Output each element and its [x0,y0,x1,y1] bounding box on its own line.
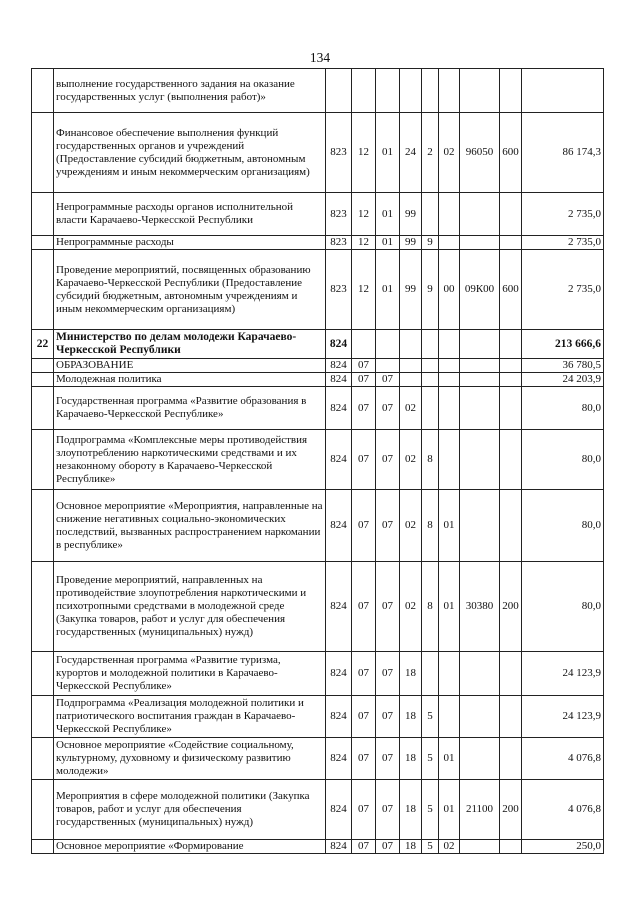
activity-code: 01 [439,562,460,652]
subsection-code: 07 [376,387,400,430]
row-number [32,696,54,738]
direction-code [460,696,500,738]
expense-type-code [500,359,522,373]
amount: 80,0 [522,490,604,562]
row-number [32,236,54,250]
row-number [32,69,54,113]
subprogram-code [422,359,439,373]
program-code [400,373,422,387]
table-row [32,236,604,250]
row-number [32,193,54,236]
amount: 2 735,0 [522,250,604,330]
ministry-code: 824 [326,490,352,562]
amount: 24 123,9 [522,696,604,738]
subsection-code: 07 [376,373,400,387]
ministry-code: 824 [326,387,352,430]
direction-code [460,490,500,562]
ministry-code: 824 [326,359,352,373]
amount: 24 203,9 [522,373,604,387]
row-number [32,250,54,330]
activity-code: 00 [439,250,460,330]
subsection-code [376,69,400,113]
table-row [32,652,604,696]
row-number: 22 [32,330,54,359]
row-name: Государственная программа «Развитие туризма, курортов и молодежной политики в Карачаево-Черкесской Республике» [54,652,326,696]
ministry-code [326,69,352,113]
ministry-code: 824 [326,430,352,490]
table-row [32,373,604,387]
direction-code [460,69,500,113]
expense-type-code [500,696,522,738]
row-name: Непрограммные расходы [54,236,326,250]
activity-code: 01 [439,780,460,840]
direction-code [460,387,500,430]
table-row [32,69,604,113]
table-row [32,780,604,840]
ministry-code: 824 [326,373,352,387]
subprogram-code: 9 [422,250,439,330]
section-code: 12 [352,113,376,193]
direction-code [460,430,500,490]
amount: 80,0 [522,387,604,430]
program-code: 02 [400,562,422,652]
direction-code [460,236,500,250]
subsection-code: 01 [376,250,400,330]
row-number [32,430,54,490]
table-row [32,359,604,373]
table-row [32,250,604,330]
row-name: Государственная программа «Развитие образования в Карачаево-Черкесской Республике» [54,387,326,430]
ministry-code: 823 [326,250,352,330]
direction-code [460,359,500,373]
table-row [32,387,604,430]
table-row [32,330,604,359]
amount: 24 123,9 [522,652,604,696]
row-number [32,780,54,840]
subsection-code: 01 [376,113,400,193]
direction-code [460,330,500,359]
row-name: Основное мероприятие «Содействие социальному, культурному, духовному и физическому развитию молодежи» [54,738,326,780]
program-code: 99 [400,250,422,330]
section-code: 07 [352,373,376,387]
activity-code [439,236,460,250]
section-code: 12 [352,193,376,236]
program-code: 18 [400,652,422,696]
activity-code [439,193,460,236]
table-row [32,696,604,738]
expense-type-code [500,330,522,359]
program-code: 02 [400,490,422,562]
subprogram-code: 8 [422,562,439,652]
subsection-code: 01 [376,193,400,236]
section-code: 07 [352,359,376,373]
activity-code [439,69,460,113]
ministry-code: 823 [326,193,352,236]
table-row [32,430,604,490]
program-code: 02 [400,387,422,430]
program-code: 18 [400,696,422,738]
row-number [32,738,54,780]
row-name: Подпрограмма «Реализация молодежной политики и патриотического воспитания граждан в Карачаево-Черкесской Республике» [54,696,326,738]
row-name: Молодежная политика [54,373,326,387]
activity-code [439,359,460,373]
subsection-code: 07 [376,738,400,780]
subprogram-code: 8 [422,490,439,562]
program-code: 18 [400,840,422,854]
section-code [352,330,376,359]
subprogram-code: 5 [422,780,439,840]
table-row [32,840,604,854]
program-code: 99 [400,193,422,236]
row-name: Мероприятия в сфере молодежной политики (Закупка товаров, работ и услуг для обеспечения государственных (муниципальных) нужд) [54,780,326,840]
amount: 250,0 [522,840,604,854]
ministry-code: 824 [326,738,352,780]
subprogram-code [422,373,439,387]
subsection-code: 07 [376,652,400,696]
ministry-code: 824 [326,696,352,738]
table-row [32,562,604,652]
activity-code [439,387,460,430]
expense-type-code [500,652,522,696]
direction-code: 96050 [460,113,500,193]
expense-type-code [500,69,522,113]
program-code: 99 [400,236,422,250]
direction-code [460,373,500,387]
ministry-code: 824 [326,780,352,840]
activity-code [439,652,460,696]
subsection-code: 07 [376,430,400,490]
subprogram-code [422,69,439,113]
amount: 36 780,5 [522,359,604,373]
amount: 2 735,0 [522,193,604,236]
direction-code [460,652,500,696]
expense-type-code [500,430,522,490]
subprogram-code [422,193,439,236]
amount: 80,0 [522,430,604,490]
section-code: 07 [352,562,376,652]
program-code: 24 [400,113,422,193]
row-number [32,373,54,387]
direction-code [460,193,500,236]
subprogram-code [422,652,439,696]
program-code [400,330,422,359]
row-number [32,387,54,430]
ministry-code: 824 [326,652,352,696]
subsection-code [376,330,400,359]
subprogram-code: 5 [422,696,439,738]
ministry-code: 824 [326,562,352,652]
row-name: Подпрограмма «Комплексные меры противодействия злоупотреблению наркотическими средствами и их незаконному обороту в Карачаево-Черкесской Республике» [54,430,326,490]
section-code: 07 [352,652,376,696]
expense-type-code: 200 [500,562,522,652]
activity-code [439,430,460,490]
expense-type-code [500,373,522,387]
section-code: 07 [352,738,376,780]
row-name: ОБРАЗОВАНИЕ [54,359,326,373]
row-name: Министерство по делам молодежи Карачаево-Черкесской Республики [54,330,326,359]
subsection-code: 07 [376,490,400,562]
table-row [32,490,604,562]
subsection-code [376,359,400,373]
row-number [32,652,54,696]
row-number [32,562,54,652]
table-row [32,113,604,193]
subprogram-code: 9 [422,236,439,250]
section-code: 07 [352,840,376,854]
expense-type-code: 600 [500,113,522,193]
row-name: Финансовое обеспечение выполнения функций государственных органов и учреждений (Предоставление субсидий бюджетным, автономным учреждениям и иным некоммерческим организациям) [54,113,326,193]
subsection-code: 07 [376,562,400,652]
subprogram-code [422,387,439,430]
amount: 86 174,3 [522,113,604,193]
section-code: 07 [352,490,376,562]
activity-code: 01 [439,738,460,780]
subprogram-code [422,330,439,359]
amount: 4 076,8 [522,780,604,840]
activity-code: 02 [439,840,460,854]
amount: 80,0 [522,562,604,652]
expense-type-code [500,490,522,562]
expense-type-code: 200 [500,780,522,840]
row-number [32,113,54,193]
program-code: 18 [400,738,422,780]
section-code: 07 [352,780,376,840]
direction-code [460,738,500,780]
ministry-code: 823 [326,236,352,250]
activity-code: 02 [439,113,460,193]
budget-table [31,68,604,854]
subsection-code: 07 [376,696,400,738]
section-code: 12 [352,250,376,330]
subsection-code: 07 [376,840,400,854]
page-number: 134 [309,50,331,65]
row-number [32,490,54,562]
amount: 2 735,0 [522,236,604,250]
program-code: 02 [400,430,422,490]
ministry-code: 824 [326,330,352,359]
program-code: 18 [400,780,422,840]
direction-code: 09К00 [460,250,500,330]
row-number [32,359,54,373]
activity-code: 01 [439,490,460,562]
row-name: выполнение государственного задания на оказание государственных услуг (выполнения работ)» [54,69,326,113]
subprogram-code: 8 [422,430,439,490]
row-name: Основное мероприятие «Мероприятия, направленные на снижение негативных социально-экономических последствий, вызванных распространением наркомании в республике» [54,490,326,562]
program-code [400,69,422,113]
section-code: 07 [352,696,376,738]
program-code [400,359,422,373]
subsection-code: 07 [376,780,400,840]
expense-type-code [500,738,522,780]
direction-code: 30380 [460,562,500,652]
ministry-code: 824 [326,840,352,854]
expense-type-code [500,387,522,430]
amount: 213 666,6 [522,330,604,359]
table-row [32,738,604,780]
section-code: 07 [352,430,376,490]
ministry-code: 823 [326,113,352,193]
direction-code [460,840,500,854]
activity-code [439,373,460,387]
expense-type-code: 600 [500,250,522,330]
activity-code [439,696,460,738]
subprogram-code: 5 [422,738,439,780]
table-row [32,193,604,236]
expense-type-code [500,236,522,250]
subprogram-code: 5 [422,840,439,854]
amount [522,69,604,113]
row-name: Непрограммные расходы органов исполнительной власти Карачаево-Черкесской Республики [54,193,326,236]
row-name: Проведение мероприятий, посвященных образованию Карачаево-Черкесской Республики (Предоставление субсидий бюджетным, автономным учреждениям и иным некоммерческим организациям) [54,250,326,330]
section-code: 07 [352,387,376,430]
activity-code [439,330,460,359]
subprogram-code: 2 [422,113,439,193]
row-name: Проведение мероприятий, направленных на противодействие злоупотребления наркотическими и психотропными средствами в молодежной среде (Закупка товаров, работ и услуг для обеспечения государственных (муниципальных) нужд) [54,562,326,652]
expense-type-code [500,840,522,854]
row-name: Основное мероприятие «Формирование [54,840,326,854]
section-code: 12 [352,236,376,250]
row-number [32,840,54,854]
section-code [352,69,376,113]
expense-type-code [500,193,522,236]
direction-code: 21100 [460,780,500,840]
amount: 4 076,8 [522,738,604,780]
subsection-code: 01 [376,236,400,250]
